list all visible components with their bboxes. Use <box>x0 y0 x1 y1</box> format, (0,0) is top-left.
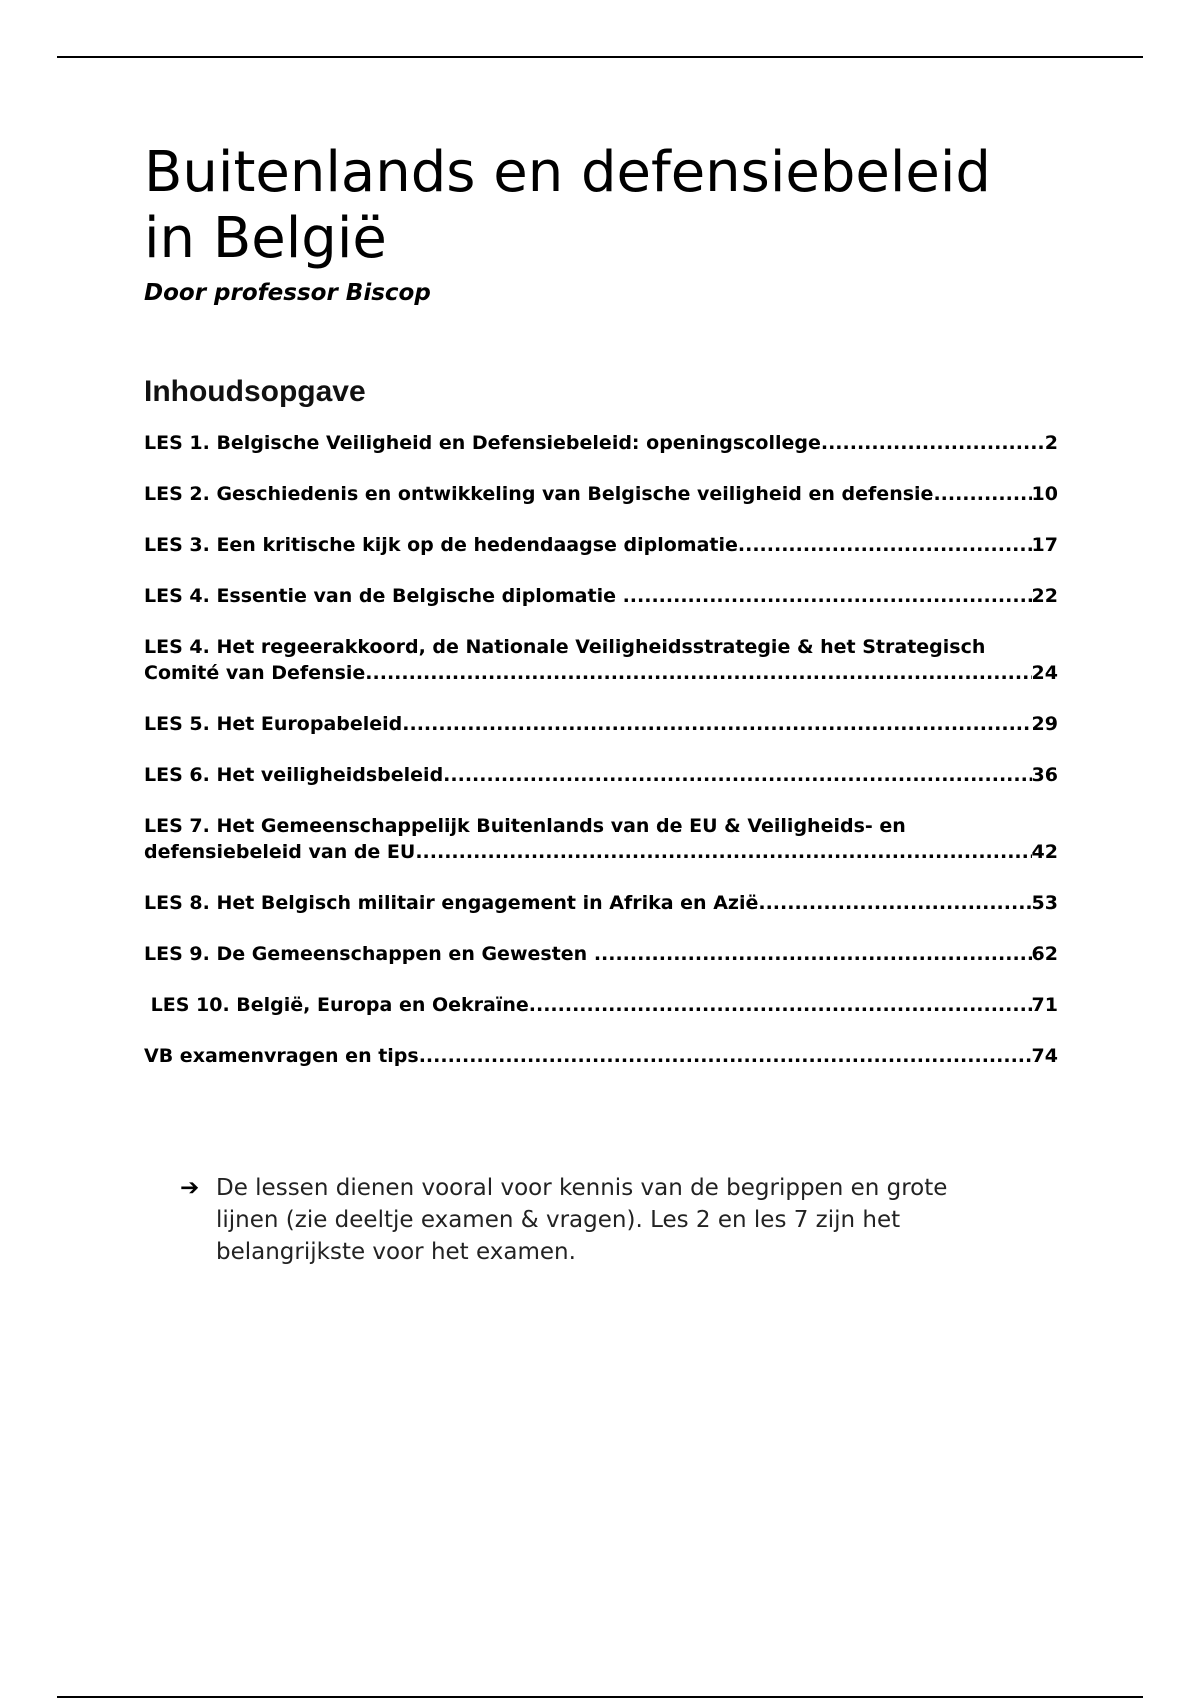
toc-page-number: 22 <box>1031 585 1058 607</box>
toc-entry-title: VB examenvragen en tips <box>144 1045 419 1067</box>
toc-page-number: 53 <box>1031 892 1058 914</box>
toc-entry-title: LES 9. De Gemeenschappen en Gewesten <box>144 943 594 965</box>
toc-entry[interactable] <box>144 992 1058 1018</box>
document-body <box>144 140 1058 1094</box>
toc-entry[interactable] <box>144 532 1058 558</box>
toc-entry-title: LES 6. Het veiligheidsbeleid <box>144 764 444 786</box>
toc-entry-row <box>144 762 1058 788</box>
toc-entry[interactable] <box>144 481 1058 507</box>
toc-page-number: 36 <box>1031 764 1058 786</box>
toc-entry[interactable] <box>144 430 1058 456</box>
footer-rule <box>57 1696 1143 1698</box>
toc-page-number: 42 <box>1031 841 1058 863</box>
toc-dot-leader <box>529 992 1032 1018</box>
toc-entry[interactable] <box>144 634 1058 686</box>
toc-page-number: 24 <box>1031 662 1058 684</box>
toc-entry-row <box>144 839 1058 865</box>
document-title: Buitenlands en defensiebeleid in België <box>144 140 991 271</box>
toc-dot-leader <box>443 762 1031 788</box>
toc-entry[interactable] <box>144 890 1058 916</box>
toc-entry[interactable] <box>144 941 1058 967</box>
study-note <box>180 1172 1010 1268</box>
toc-entry-row <box>144 430 1058 456</box>
document-subtitle: Door professor Biscop <box>144 280 431 306</box>
study-note-text: De lessen dienen vooral voor kennis van de begrippen en grote lijnen (zie deeltje examen & vragen). Les 2 en les 7 zijn het belangrijkste voor het examen. <box>216 1175 948 1265</box>
toc-entry-row <box>144 481 1058 507</box>
toc-page-number: 71 <box>1031 994 1058 1016</box>
toc-entry-title: LES 2. Geschiedenis en ontwikkeling van Belgische veiligheid en defensie <box>144 483 934 505</box>
toc-dot-leader <box>821 430 1045 456</box>
toc-entry-row <box>144 941 1058 967</box>
toc-entry-title: LES 5. Het Europabeleid <box>144 713 403 735</box>
toc-dot-leader <box>419 1043 1032 1069</box>
header-rule <box>57 56 1143 58</box>
toc-entry-row <box>144 583 1058 609</box>
toc-page-number: 74 <box>1031 1045 1058 1067</box>
toc-entry-title: defensiebeleid van de EU <box>144 841 416 863</box>
toc-entry[interactable] <box>144 762 1058 788</box>
toc-page-number: 29 <box>1031 713 1058 735</box>
toc-entry-title-line: LES 7. Het Gemeenschappelijk Buitenlands van de EU & Veiligheids- en <box>144 815 906 837</box>
toc-entry-row <box>144 1043 1058 1069</box>
toc-entry-row <box>144 890 1058 916</box>
toc-page-number: 62 <box>1031 943 1058 965</box>
toc-entry-row <box>144 711 1058 737</box>
arrow-right-icon: ➔ <box>180 1175 200 1201</box>
toc-page-number: 2 <box>1044 432 1058 454</box>
toc-entry-row <box>144 532 1058 558</box>
toc-entry[interactable] <box>144 813 1058 865</box>
toc-dot-leader <box>758 890 1031 916</box>
toc-entry-row <box>144 992 1058 1018</box>
toc-entry-row <box>144 660 1058 686</box>
toc-entry-title: LES 1. Belgische Veiligheid en Defensiebeleid: openingscollege <box>144 432 821 454</box>
toc-dot-leader <box>594 941 1032 967</box>
toc-dot-leader <box>365 660 1031 686</box>
toc-entry-title-line: LES 4. Het regeerakkoord, de Nationale Veiligheidsstrategie & het Strategisch <box>144 636 986 658</box>
toc-dot-leader <box>623 583 1032 609</box>
toc-entry[interactable] <box>144 583 1058 609</box>
toc-dot-leader <box>402 711 1031 737</box>
toc-entry-title: LES 4. Essentie van de Belgische diplomatie <box>144 585 623 607</box>
table-of-contents <box>144 430 1058 1069</box>
toc-heading: Inhoudsopgave <box>144 375 366 408</box>
toc-page-number: 10 <box>1031 483 1058 505</box>
toc-dot-leader <box>415 839 1031 865</box>
toc-dot-leader <box>933 481 1031 507</box>
toc-entry[interactable] <box>144 1043 1058 1069</box>
toc-entry-title: Comité van Defensie <box>144 662 366 684</box>
toc-dot-leader <box>738 532 1032 558</box>
toc-entry[interactable] <box>144 711 1058 737</box>
toc-page-number: 17 <box>1031 534 1058 556</box>
toc-entry-title: LES 3. Een kritische kijk op de hedendaagse diplomatie <box>144 534 738 556</box>
toc-entry-title: LES 10. België, Europa en Oekraïne <box>144 994 529 1016</box>
toc-entry-title: LES 8. Het Belgisch militair engagement in Afrika en Azië <box>144 892 759 914</box>
